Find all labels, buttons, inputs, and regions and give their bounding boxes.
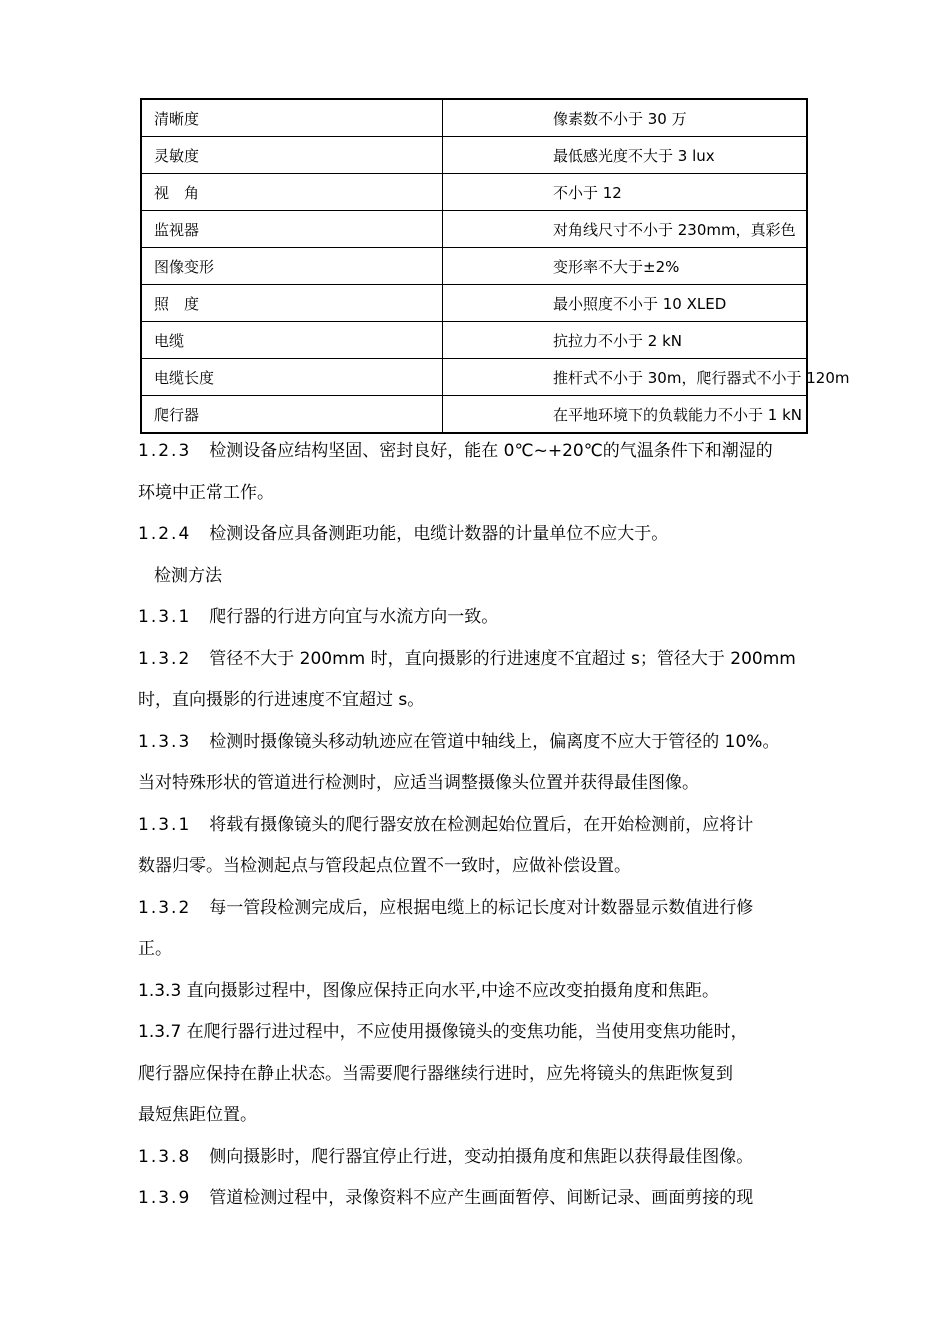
section-number: 1.3.2 [138, 897, 192, 918]
clause-1-3-7-line-3: 最短焦距位置。 [138, 1105, 257, 1125]
clause-1-3-2-line-2: 时，直向摄影的行进速度不宜超过 s。 [138, 690, 425, 710]
requirement-cell: 对角线尺寸不小于 230mm，真彩色 [443, 211, 808, 248]
requirement-cell: 推杆式不小于 30m，爬行器式不小于 120m [443, 359, 808, 396]
clause-1-3-2b-line-1: 1.3.2 每一管段检测完成后，应根据电缆上的标记长度对计数器显示数值进行修 [138, 888, 828, 930]
requirement-cell: 像素数不小于 30 万 [443, 99, 808, 137]
param-cell: 监视器 [141, 211, 443, 248]
clause-1-3-7-line-1: 1.3.7 在爬行器行进过程中，不应使用摄像镜头的变焦功能，当使用变焦功能时， [138, 1022, 748, 1042]
table-row [141, 359, 807, 396]
table-row [141, 396, 807, 434]
param-cell: 图像变形 [141, 248, 443, 285]
table-row [141, 285, 807, 322]
table-row [141, 99, 807, 137]
param-cell: 灵敏度 [141, 137, 443, 174]
section-number: 1.3.9 [138, 1188, 192, 1208]
param-cell: 电缆长度 [141, 359, 443, 396]
clause-1-3-3-line-1: 1.3.3 检测时摄像镜头移动轨迹应在管道中轴线上，偏离度不应大于管径的 10%。 [138, 722, 828, 764]
section-number: 1.3.1 [138, 814, 192, 835]
table-row [141, 248, 807, 285]
table-row [141, 211, 807, 248]
clause-1-3-2b-line-2: 正。 [138, 939, 172, 959]
param-cell: 清晰度 [141, 99, 443, 137]
clause-1-3-1b-line-2: 数器归零。当检测起点与管段起点位置不一致时，应做补偿设置。 [138, 856, 631, 876]
clause-1-2-3-line-2: 环境中正常工作。 [138, 482, 274, 503]
requirement-cell: 不小于 12 [443, 174, 808, 211]
requirement-cell: 变形率不大于±2% [443, 248, 808, 285]
requirement-cell: 最低感光度不大于 3 lux [443, 137, 808, 174]
section-number: 1.3.2 [138, 648, 192, 669]
clause-1-2-4-line-1: 1.2.4 检测设备应具备测距功能，电缆计数器的计量单位不应大于。 [138, 514, 828, 556]
section-number: 1.2.3 [138, 441, 192, 461]
clause-1-3-3b-line-1: 1.3.3 直向摄影过程中，图像应保持正向水平,中途不应改变拍摄角度和焦距。 [138, 980, 720, 1001]
section-number: 1.3.1 [138, 607, 192, 627]
clause-1-2-3-line-1: 1.2.3 检测设备应结构坚固、密封良好，能在 0℃~+20℃的气温条件下和潮湿的 [138, 431, 828, 473]
clause-1-3-2-line-1: 1.3.2 管径不大于 200mm 时，直向摄影的行进速度不宜超过 s；管径大于 200mm [138, 639, 828, 681]
spec-table [140, 98, 850, 434]
section-heading: 检测方法 [154, 565, 222, 586]
requirement-cell: 抗拉力不小于 2 kN [443, 322, 808, 359]
document-body [138, 431, 828, 1220]
clause-1-3-7-line-2: 爬行器应保持在静止状态。当需要爬行器继续行进时，应先将镜头的焦距恢复到 [138, 1063, 733, 1084]
section-number: 1.3.8 [138, 1146, 192, 1167]
clause-1-3-3-line-2: 当对特殊形状的管道进行检测时，应适当调整摄像头位置并获得最佳图像。 [138, 773, 699, 793]
clause-1-3-9-line-1: 1.3.9 管道检测过程中，录像资料不应产生画面暂停、间断记录、画面剪接的现 [138, 1178, 828, 1220]
clause-1-3-8-line-1: 1.3.8 侧向摄影时，爬行器宜停止行进，变动拍摄角度和焦距以获得最佳图像。 [138, 1137, 828, 1179]
clause-1-3-1b-line-1: 1.3.1 将载有摄像镜头的爬行器安放在检测起始位置后，在开始检测前，应将计 [138, 805, 828, 847]
requirement-cell: 在平地环境下的负载能力不小于 1 kN [443, 396, 808, 434]
section-number: 1.3.3 [138, 731, 192, 752]
param-cell: 爬行器 [141, 396, 443, 434]
param-cell: 电缆 [141, 322, 443, 359]
section-number: 1.2.4 [138, 524, 192, 544]
param-cell: 照 度 [141, 285, 443, 322]
table-row [141, 174, 807, 211]
table-row [141, 322, 807, 359]
table-row [141, 137, 807, 174]
param-cell: 视 角 [141, 174, 443, 211]
clause-1-3-1-line-1: 1.3.1 爬行器的行进方向宜与水流方向一致。 [138, 597, 828, 639]
requirement-cell: 最小照度不小于 10 XLED [443, 285, 808, 322]
